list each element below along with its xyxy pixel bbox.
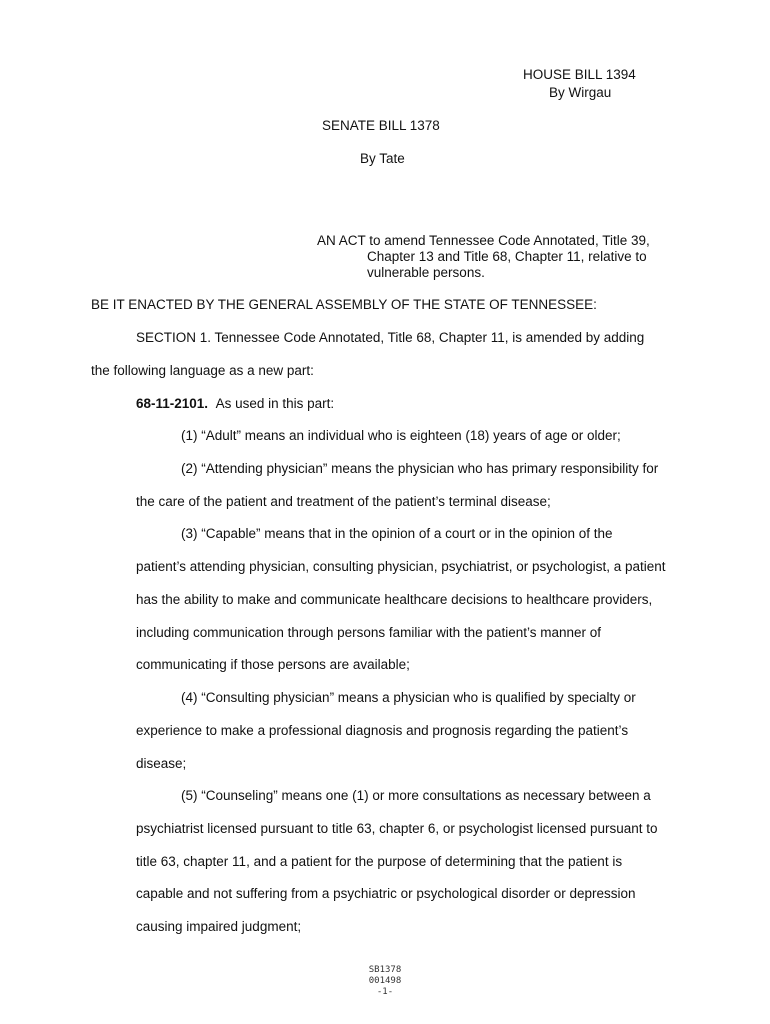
definition-3-line-4: including communication through persons familiar with the patient’s manner of [136,625,601,640]
caption-line-1: AN ACT to amend Tennessee Code Annotated, Title 39, [317,233,650,248]
definition-3-line-2: patient’s attending physician, consulting physician, psychiatrist, or psychologist, a patient [136,559,666,574]
house-bill-number: HOUSE BILL 1394 [523,67,636,82]
house-bill-sponsor: By Wirgau [549,85,612,100]
definition-4-line-3: disease; [136,756,187,771]
definition-2-line-1: (2) “Attending physician” means the physician who has primary responsibility for [181,461,659,476]
definition-2-line-2: the care of the patient and treatment of the patient’s terminal disease; [136,494,551,509]
code-section-heading [136,396,334,412]
definition-3-line-3: has the ability to make and communicate healthcare decisions to healthcare providers, [136,592,653,607]
definition-4-line-1: (4) “Consulting physician” means a physician who is qualified by specialty or [181,690,636,705]
definition-5-line-2: psychiatrist licensed pursuant to title 63, chapter 6, or psychologist licensed pursuant to [136,821,658,836]
section-1-line-2: the following language as a new part: [91,363,314,378]
caption-line-2: Chapter 13 and Title 68, Chapter 11, relative to [367,249,647,264]
code-section-number: 68-11-2101. [136,396,209,411]
senate-bill-sponsor: By Tate [360,151,405,166]
code-section-intro: As used in this part: [215,396,335,411]
definition-5-line-3: title 63, chapter 11, and a patient for the purpose of determining that the patient is [136,854,623,869]
definition-5-line-5: causing impaired judgment; [136,919,302,934]
section-1-line-1: SECTION 1. Tennessee Code Annotated, Title 68, Chapter 11, is amended by adding [136,330,645,345]
enacting-clause: BE IT ENACTED BY THE GENERAL ASSEMBLY OF THE STATE OF TENNESSEE: [91,297,597,312]
definition-5-line-4: capable and not suffering from a psychiatric or psychological disorder or depression [136,886,636,901]
footer-doc-number: 001498 [368,976,402,986]
definition-4-line-2: experience to make a professional diagnosis and prognosis regarding the patient’s [136,723,629,738]
definition-3-line-1: (3) “Capable” means that in the opinion of a court or in the opinion of the [181,526,613,541]
footer-page-number: -1- [376,987,394,997]
definition-5-line-1: (5) “Counseling” means one (1) or more consultations as necessary between a [181,788,651,803]
footer-bill-code: SB1378 [368,965,402,975]
caption-line-3: vulnerable persons. [367,265,485,280]
page-footer [0,965,770,998]
senate-bill-number: SENATE BILL 1378 [322,118,440,133]
definition-1-line-1: (1) “Adult” means an individual who is eighteen (18) years of age or older; [181,428,621,443]
definition-3-line-5: communicating if those persons are available; [136,657,410,672]
